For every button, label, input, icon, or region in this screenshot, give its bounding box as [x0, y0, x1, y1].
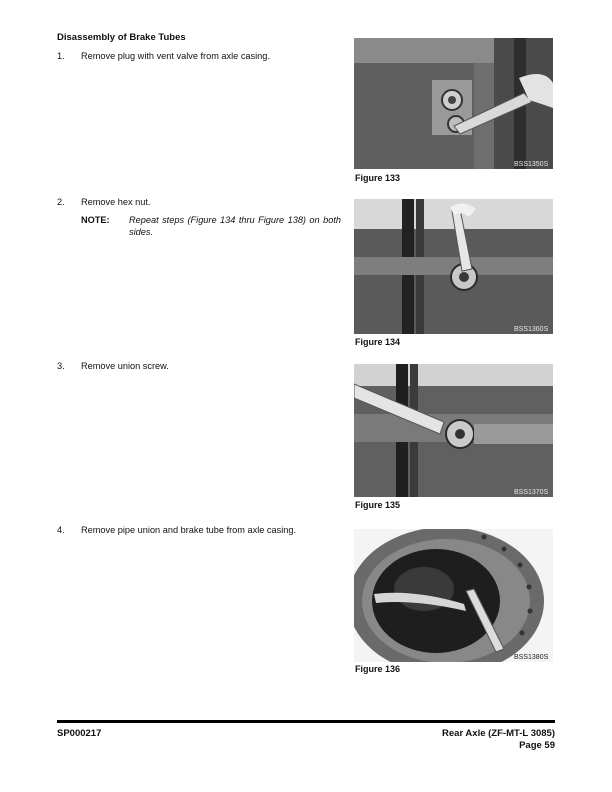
footer-info	[442, 728, 555, 752]
figure-133-caption: Figure 133	[355, 173, 401, 183]
figure-code: BSS1380S	[514, 654, 549, 661]
page-number: Page 59	[519, 740, 555, 751]
figure-134-photo	[354, 199, 553, 334]
figure-code: BSS1350S	[514, 161, 549, 168]
figure-133-photo	[354, 38, 553, 169]
step-number: 4.	[57, 525, 65, 535]
step-text: Remove plug with vent valve from axle casing.	[81, 51, 270, 61]
footer-doc-id: SP000217	[57, 728, 102, 739]
figure-134-caption: Figure 134	[355, 337, 401, 347]
note-label: NOTE:	[81, 215, 110, 225]
step-text: Remove union screw.	[81, 361, 169, 371]
figure-136-photo	[354, 529, 553, 662]
figure-135-photo	[354, 364, 553, 497]
footer-divider	[57, 720, 555, 723]
step-number: 2.	[57, 197, 65, 207]
figure-136-caption: Figure 136	[355, 664, 401, 674]
footer-title: Rear Axle (ZF-MT-L 3085)	[442, 728, 555, 739]
figure-135-caption: Figure 135	[355, 500, 401, 510]
step-number: 3.	[57, 361, 65, 371]
figure-code: BSS1360S	[514, 326, 549, 333]
section-heading: Disassembly of Brake Tubes	[57, 32, 186, 43]
figure-code: BSS1370S	[514, 489, 549, 496]
step-text: Remove pipe union and brake tube from axle casing.	[81, 525, 297, 535]
step-number: 1.	[57, 51, 65, 61]
step-text: Remove hex nut.	[81, 197, 151, 207]
note-text: Repeat steps (Figure 134 thru Figure 138) on both sides.	[129, 215, 341, 237]
